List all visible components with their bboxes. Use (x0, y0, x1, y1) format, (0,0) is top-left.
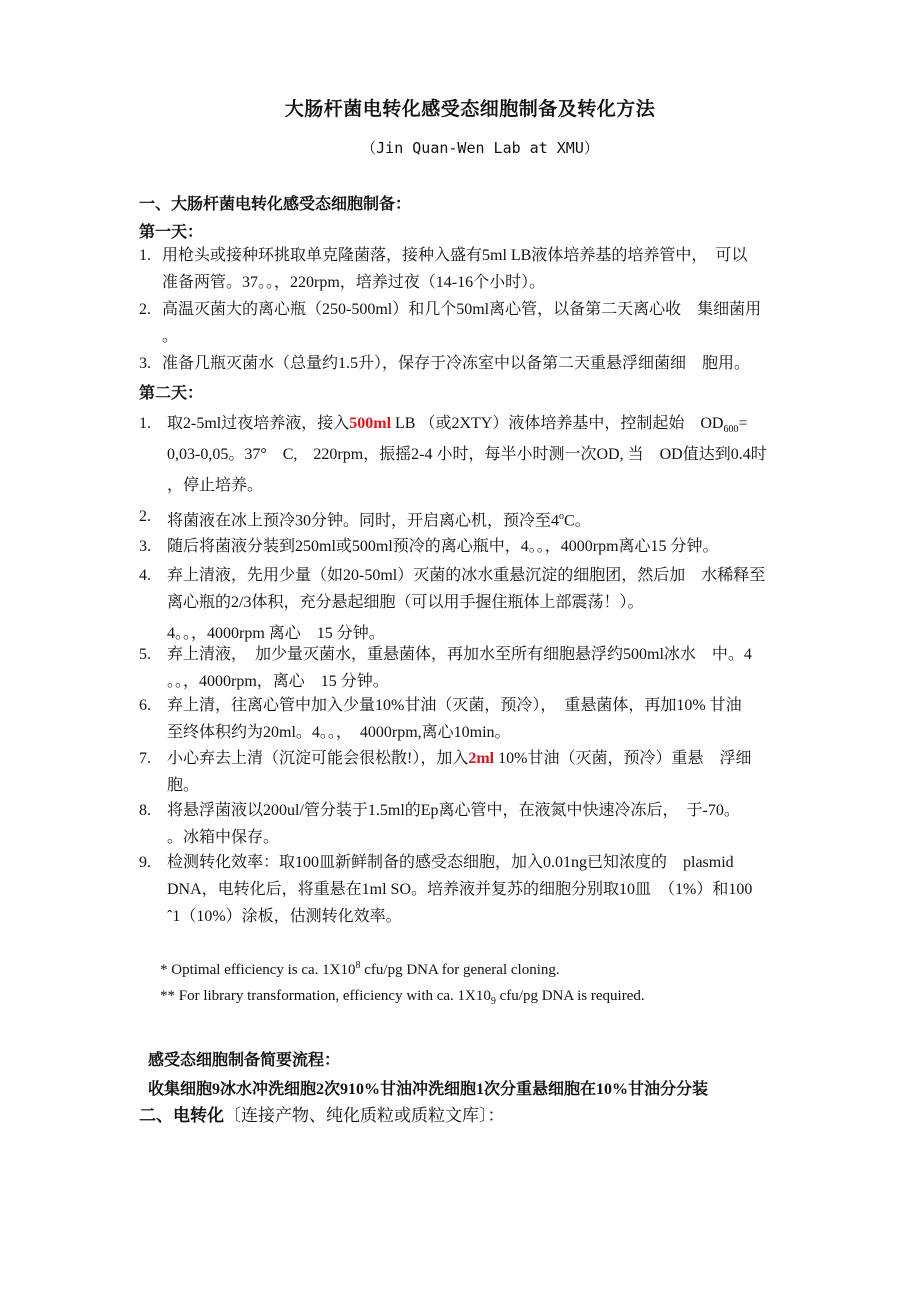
step-line: 弃上清液， 加少量灭菌水，重悬菌体，再加水至所有细胞悬浮约500ml冰水 中。4 (167, 646, 752, 663)
step-line: 检测转化效率：取100皿新鲜制备的感受态细胞，加入0.01ng已知浓度的 plasmid (167, 854, 734, 871)
step-line: 。 (162, 328, 179, 345)
step-line: DNA，电转化后，将重悬在1ml SO。培养液并复苏的细胞分别取10皿 （1%）和100 (167, 881, 753, 898)
section2-heading: 二、电转化〔连接产物、纯化质粒或质粒文库〕： (139, 1106, 505, 1125)
step-line: 弃上清，往离心管中加入少量10%甘油（灭菌，预冷）， 重悬菌体，再加10% 甘油 (167, 697, 742, 714)
step-line: 将菌液在冰上预冷30分钟。同时，开启离心机，预冷至4$^o$C。 (167, 511, 591, 530)
day2-label: 第二天： (139, 385, 204, 402)
document-title: 大肠杆菌电转化感受态细胞制备及转化方法 (284, 99, 656, 120)
step-line: 离心瓶的2/3体积，充分悬起细胞（可以用手握住瓶体上部震荡！）。 (167, 594, 644, 611)
step-line: 0,03-0,05。37° C, 220rpm，振摇2-4 小时，每半小时测一次OD, 当 OD值达到0.4时 (167, 446, 767, 463)
step-line: ˆ1（10%）涂板，估测转化效率。 (167, 908, 402, 925)
step-number: 3. (139, 355, 151, 372)
day1-label: 第一天： (139, 224, 204, 241)
step-number: 5. (139, 646, 151, 663)
step-line: 准备几瓶灭菌水（总量约1.5升），保存于冷冻室中以备第二天重悬浮细菌细 胞用。 (162, 355, 751, 372)
step-line: 至终体积约为20ml。4。。， 4000rpm,离心10min。 (167, 724, 511, 741)
flow-title: 感受态细胞制备简要流程： (148, 1052, 341, 1069)
step-line: 将悬浮菌液以200ul/管分装于1.5ml的Ep离心管中，在液氮中快速冷冻后， 于-70。 (167, 802, 740, 819)
step-line: 用枪头或接种环挑取单克隆菌落，接种入盛有5ml LB液体培养基的培养管中， 可以 (162, 247, 748, 264)
step-line: 随后将菌液分装到250ml或500ml预冷的离心瓶中，4。。，4000rpm离心15 分钟。 (167, 538, 719, 555)
step-line: 。。，4000rpm，离心 15 分钟。 (167, 673, 389, 690)
step-line: 弃上清液，先用少量（如20-50ml）灭菌的冰水重悬沉淀的细胞团，然后加 水稀释至 (167, 567, 766, 584)
step-line: 小心弃去上清（沉淀可能会很松散!），加入2ml 10%甘油（灭菌，预冷）重悬 浮细 (167, 750, 752, 767)
step-number: 2. (139, 301, 151, 318)
highlight-volume: 2ml (468, 750, 495, 767)
section1-heading: 一、大肠杆菌电转化感受态细胞制备： (139, 196, 412, 213)
step-line: ，停止培养。 (167, 477, 264, 494)
step-line: 准备两管。37。。，220rpm，培养过夜（14-16个小时）。 (162, 274, 546, 291)
step-number: 9. (139, 854, 151, 871)
step-number: 1. (139, 415, 151, 432)
step-line: 胞。 (167, 777, 200, 794)
step-number: 6. (139, 697, 151, 714)
step-number: 7. (139, 750, 151, 767)
flow-summary: 收集细胞9冰水冲洗细胞2次910%甘油冲洗细胞1次分重悬细胞在10%甘油分分装 (148, 1081, 709, 1098)
step-number: 3. (139, 538, 151, 555)
efficiency-note-2: ** For library transformation, efficiency with ca. $1X10_9$ cfu/pg DNA is required. (160, 988, 645, 1007)
step-number: 4. (139, 567, 151, 584)
step-number: 8. (139, 802, 151, 819)
step-number: 1. (139, 247, 151, 264)
highlight-volume: 500ml (349, 415, 392, 432)
step-line: 取2-5ml过夜培养液，接入500ml LB （或2XTY）液体培养基中，控制起始 $OD_{600}=$ (167, 415, 748, 436)
step-line: 高温灭菌大的离心瓶（250-500ml）和几个50ml离心管，以备第二天离心收 集细菌用 (162, 301, 762, 318)
step-line: 。冰箱中保存。 (167, 829, 280, 846)
document-subtitle: （Jin Quan-Wen Lab at XMU） (361, 139, 599, 157)
step-line: 4。。，4000rpm 离心 15 分钟。 (167, 625, 385, 642)
efficiency-note-1: * Optimal efficiency is ca. $1X10^8$ cfu/pg DNA for general cloning. (160, 960, 560, 978)
step-number: 2. (139, 508, 151, 525)
